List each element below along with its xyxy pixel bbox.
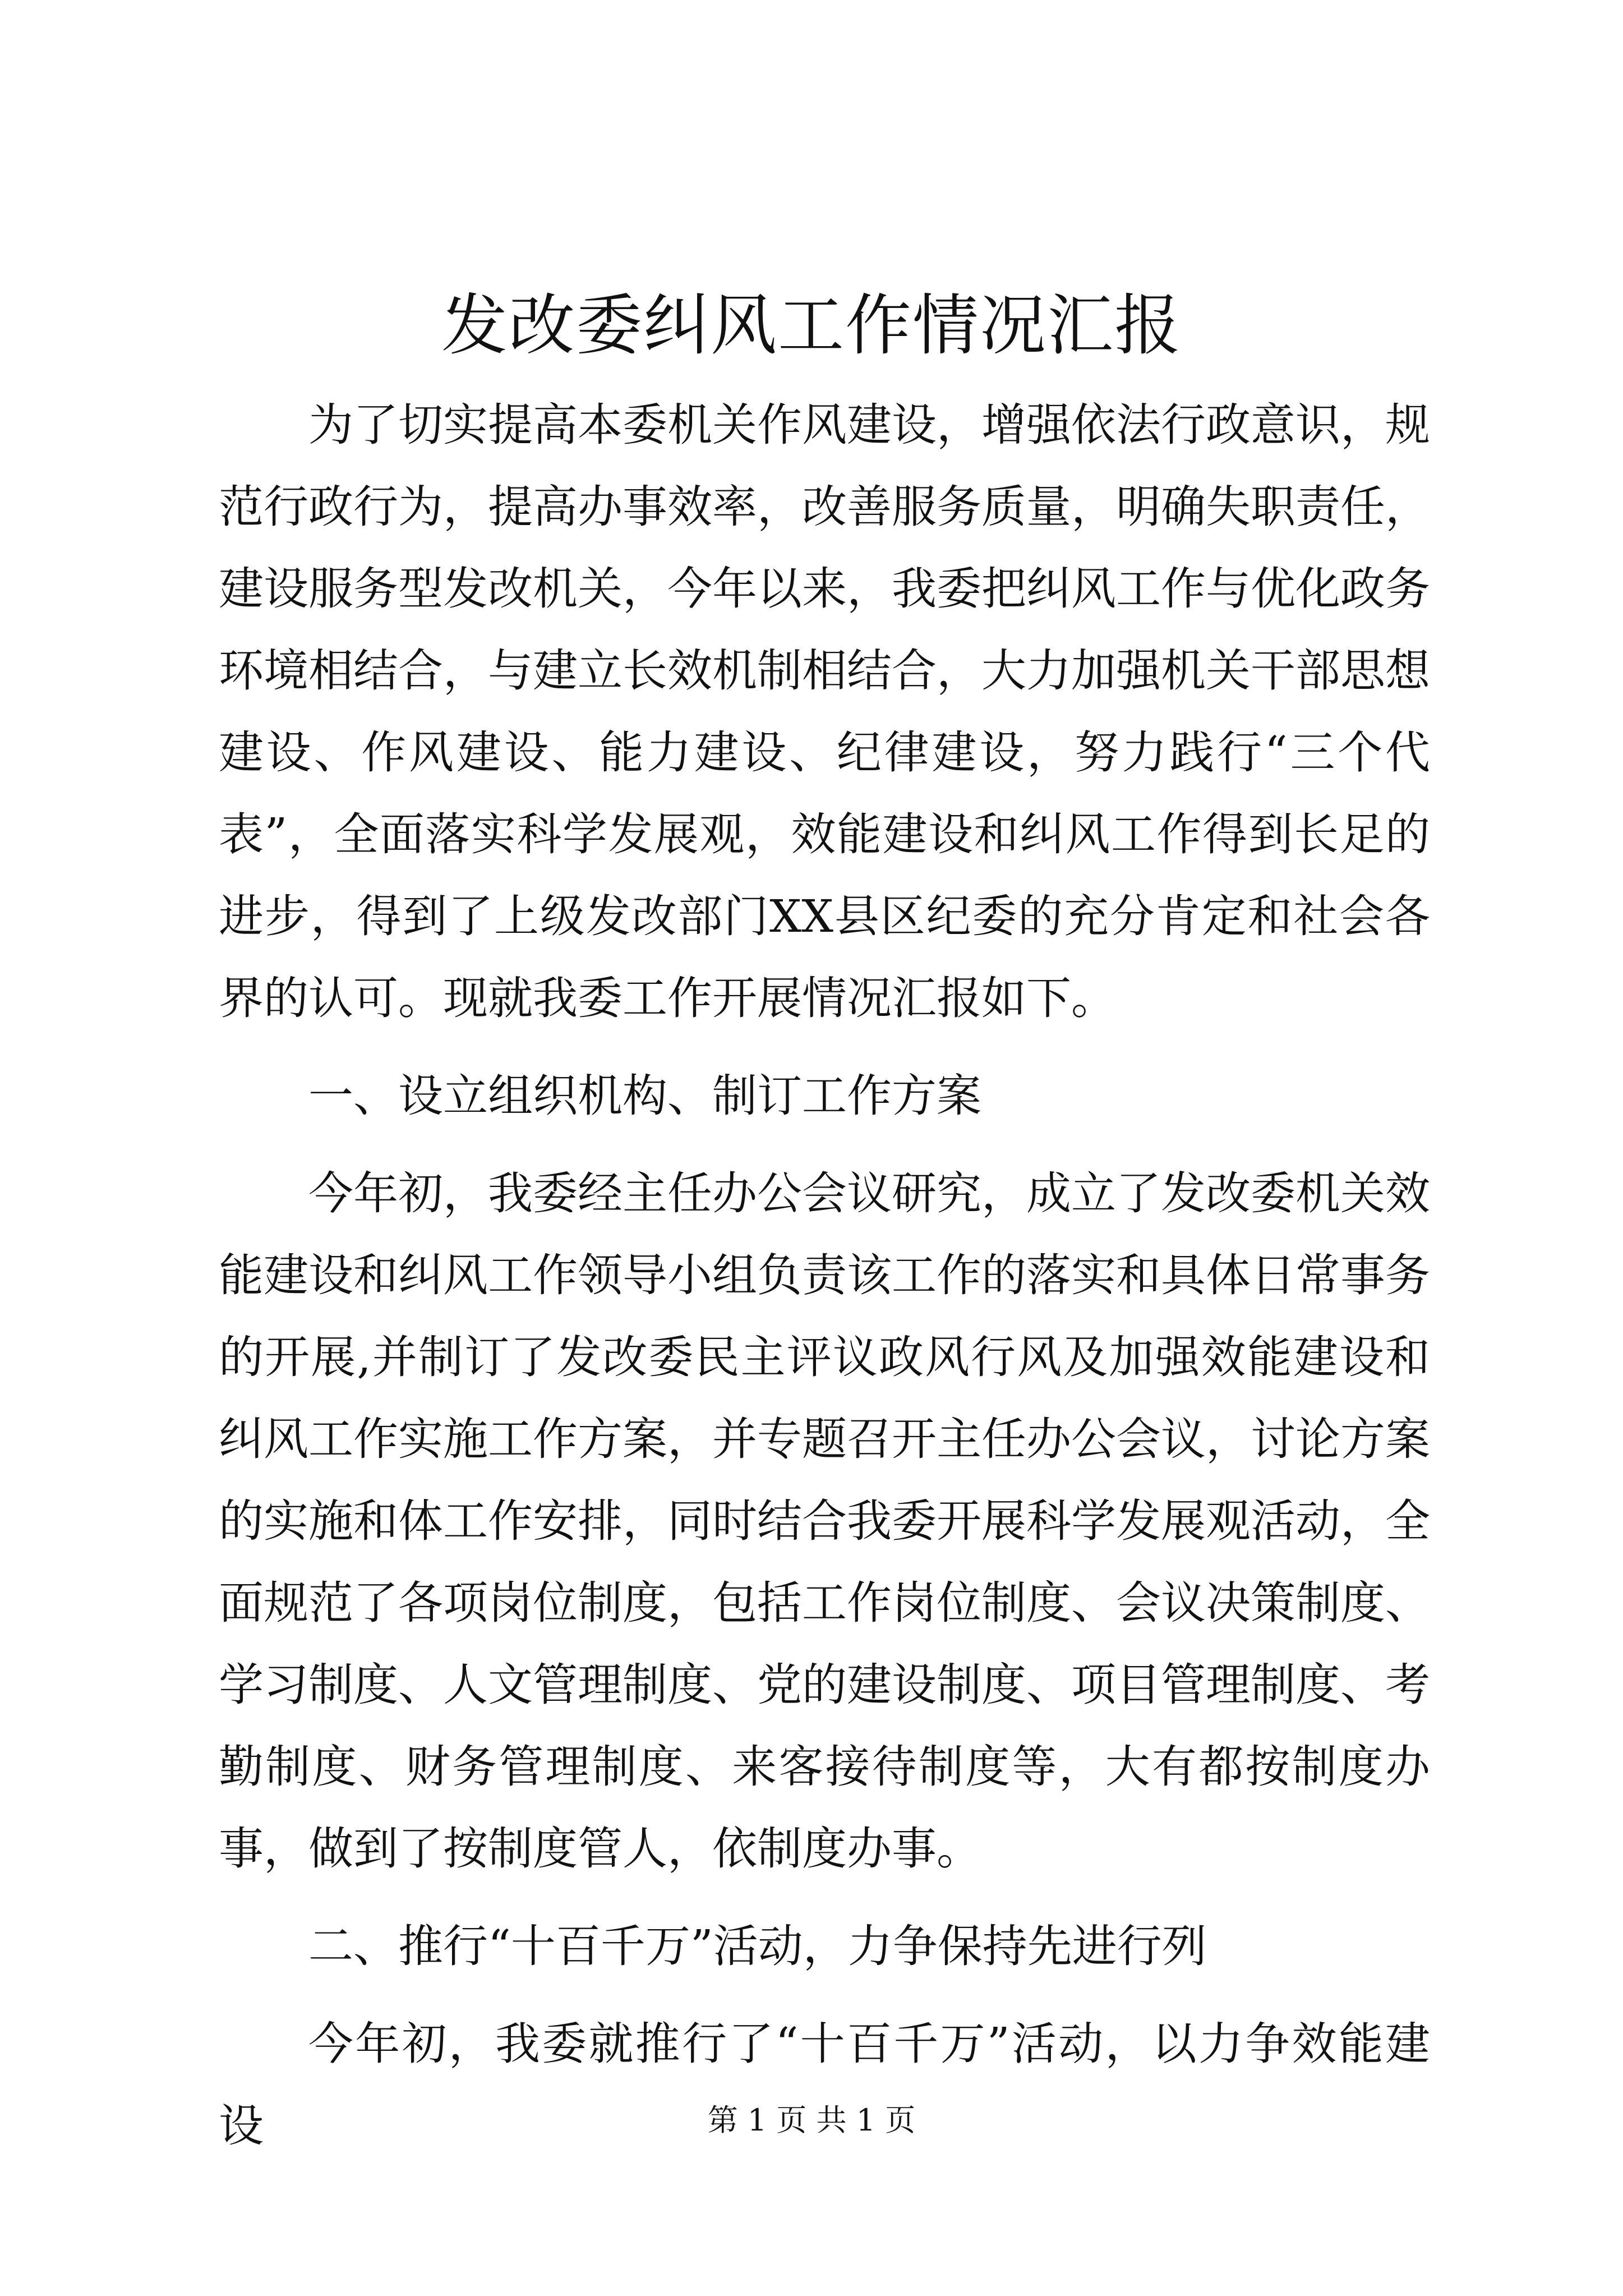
paragraph-spacer (219, 1890, 1430, 1906)
page-footer: 第 1 页 共 1 页 (707, 2102, 916, 2138)
section-heading-1: 一、设立组织机构、制订工作方案 (308, 1070, 981, 1122)
paragraph-spacer (219, 1137, 1430, 1153)
document-title: 发改委纠风工作情况汇报 (441, 287, 1182, 364)
paragraph-spacer (219, 1987, 1430, 2003)
paragraph-section-2: 今年初，我委就推行了“十百千万”活动，以力争效能建设 (219, 2018, 1430, 2152)
document-body (219, 384, 1430, 2167)
paragraph-section-1: 今年初，我委经主任办公会议研究，成立了发改委机关效能建设和纠风工作领导小组负责该工作的落实和具体日常事务的开展,并制订了发改委民主评议政风行风及加强效能建设和纠风工作实施工作方案，并专题召开主任办公会议，讨论方案的实施和体工作安排，同时结合我委开展科学发展观活动，全面规范了各项岗位制度，包括工作岗位制度、会议决策制度、学习制度、人文管理制度、党的建设制度、项目管理制度、考勤制度、财务管理制度、来客接待制度等，大有都按制度办事，做到了按制度管人，依制度办事。 (219, 1167, 1430, 1875)
paragraph-spacer (219, 1039, 1430, 1055)
paragraph-intro: 为了切实提高本委机关作风建设，增强依法行政意识，规范行政行为，提高办事效率，改善服务质量，明确失职责任，建设服务型发改机关，今年以来，我委把纠风工作与优化政务环境相结合，与建立长效机制相结合，大力加强机关干部思想建设、作风建设、能力建设、纪律建设，努力践行“三个代表”，全面落实科学发展观，效能建设和纠风工作得到长足的进步，得到了上级发改部门XX县区纪委的充分肯定和社会各界的认可。现就我委工作开展情况汇报如下。 (219, 399, 1430, 1024)
section-heading-2: 二、推行“十百千万”活动，力争保持先进行列 (308, 1920, 1207, 1972)
